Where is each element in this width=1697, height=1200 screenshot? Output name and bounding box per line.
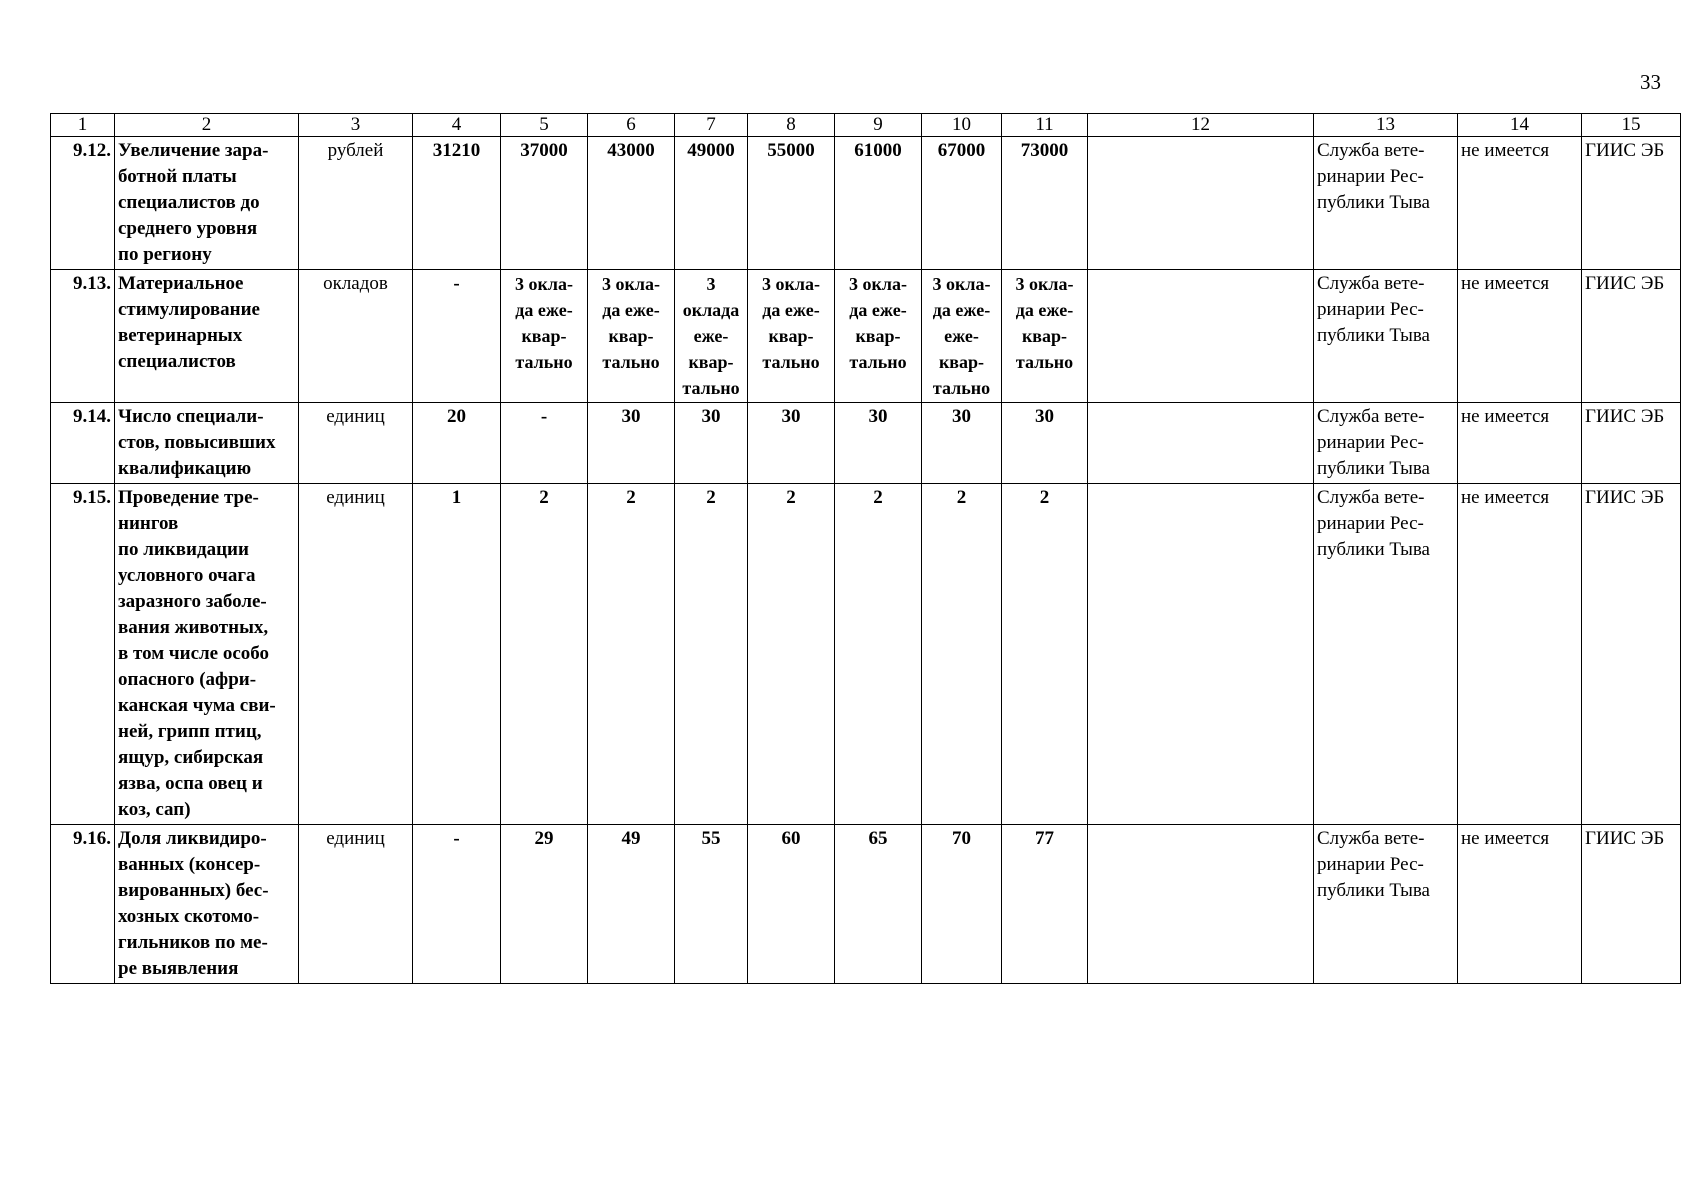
indicator-name-line: ботной платы xyxy=(118,166,237,187)
indicator-name-line: вания животных, xyxy=(118,617,269,638)
indicator-name-line: гильников по ме- xyxy=(118,932,268,953)
value-cell-line: оклада xyxy=(682,300,740,320)
column-numbers-row xyxy=(51,114,1681,137)
indicator-name-line: ре выявления xyxy=(118,958,239,979)
responsible-executor xyxy=(1314,137,1458,270)
value-cell: 2 xyxy=(588,484,675,825)
column-14-cell: не имеется xyxy=(1458,825,1582,984)
column-number: 5 xyxy=(501,114,588,137)
value-cell: 20 xyxy=(413,403,501,484)
unit: единиц xyxy=(299,484,413,825)
indicator-name-line: стимулирование xyxy=(118,299,260,320)
column-15-cell: ГИИС ЭБ xyxy=(1582,137,1681,270)
column-number: 14 xyxy=(1458,114,1582,137)
responsible-executor-line: Служба вете- xyxy=(1317,273,1425,294)
indicator-name-line: вированных) бес- xyxy=(118,880,269,901)
column-number: 2 xyxy=(115,114,299,137)
table-row xyxy=(51,403,1681,484)
row-number: 9.12. xyxy=(51,137,115,270)
value-cell-line: да еже- xyxy=(932,300,991,320)
value-cell: 30 xyxy=(922,403,1002,484)
value-cell-line: тально xyxy=(932,378,991,398)
value-cell-line: 3 окла- xyxy=(1015,274,1074,294)
column-14-cell: не имеется xyxy=(1458,484,1582,825)
column-12-cell xyxy=(1088,825,1314,984)
value-cell-line: квар- xyxy=(768,326,814,346)
unit: единиц xyxy=(299,403,413,484)
value-cell-line: квар- xyxy=(521,326,567,346)
value-cell-line: да еже- xyxy=(515,300,573,320)
indicator-name-line: квалификацию xyxy=(118,458,252,479)
value-cell xyxy=(1002,270,1088,403)
value-cell: 77 xyxy=(1002,825,1088,984)
column-number: 10 xyxy=(922,114,1002,137)
column-number: 11 xyxy=(1002,114,1088,137)
indicator-name-line: среднего уровня xyxy=(118,218,258,239)
value-cell-line: 3 окла- xyxy=(762,274,820,294)
indicator-name-line: Доля ликвидиро- xyxy=(118,828,267,849)
indicator-name-line: Материальное xyxy=(118,273,244,294)
value-cell-line: квар- xyxy=(608,326,654,346)
responsible-executor-line: ринарии Рес- xyxy=(1317,299,1424,320)
column-number: 9 xyxy=(835,114,922,137)
column-15-cell: ГИИС ЭБ xyxy=(1582,403,1681,484)
column-12-cell xyxy=(1088,403,1314,484)
indicator-name-line: язва, оспа овец и xyxy=(118,773,263,794)
value-cell: 29 xyxy=(501,825,588,984)
indicator-name-line: опасного (афри- xyxy=(118,669,257,690)
value-cell-line: да еже- xyxy=(1015,300,1074,320)
column-15-cell: ГИИС ЭБ xyxy=(1582,270,1681,403)
indicator-name-line: Число специали- xyxy=(118,406,264,427)
value-cell: - xyxy=(413,270,501,403)
value-cell-line: тально xyxy=(515,352,573,372)
indicator-name-line: специалистов до xyxy=(118,192,260,213)
table-row xyxy=(51,137,1681,270)
value-cell xyxy=(675,270,748,403)
responsible-executor-line: ринарии Рес- xyxy=(1317,854,1424,875)
indicator-name-line: Проведение тре- xyxy=(118,487,259,508)
column-14-cell: не имеется xyxy=(1458,403,1582,484)
indicator-name-line: ней, грипп птиц, xyxy=(118,721,262,742)
value-cell-line: тально xyxy=(762,352,820,372)
value-cell-line: 3 окла- xyxy=(515,274,573,294)
indicator-name-line: по ликвидации xyxy=(118,539,249,560)
value-cell-line: квар- xyxy=(938,352,985,372)
value-cell: 43000 xyxy=(588,137,675,270)
indicator-name-line: стов, повысивших xyxy=(118,432,276,453)
indicator-name-line: ветеринарных xyxy=(118,325,243,346)
unit: окладов xyxy=(299,270,413,403)
responsible-executor xyxy=(1314,270,1458,403)
value-cell: 2 xyxy=(748,484,835,825)
column-number: 15 xyxy=(1582,114,1681,137)
value-cell-line: 3 окла- xyxy=(602,274,660,294)
row-number: 9.14. xyxy=(51,403,115,484)
value-cell: 2 xyxy=(922,484,1002,825)
indicator-name-line: нингов xyxy=(118,513,179,534)
indicator-name-line: Увеличение зара- xyxy=(118,140,269,161)
value-cell-line: да еже- xyxy=(602,300,660,320)
responsible-executor-line: публики Тыва xyxy=(1317,458,1430,479)
value-cell: 2 xyxy=(501,484,588,825)
value-cell-line: 3 окла- xyxy=(849,274,907,294)
column-number: 8 xyxy=(748,114,835,137)
value-cell: 30 xyxy=(588,403,675,484)
indicator-name-line: хозных скотомо- xyxy=(118,906,260,927)
value-cell: 65 xyxy=(835,825,922,984)
row-number: 9.15. xyxy=(51,484,115,825)
value-cell-line: тально xyxy=(1015,352,1074,372)
value-cell-line: квар- xyxy=(688,352,734,372)
value-cell: 55000 xyxy=(748,137,835,270)
value-cell: 30 xyxy=(835,403,922,484)
column-number: 7 xyxy=(675,114,748,137)
responsible-executor-line: публики Тыва xyxy=(1317,192,1430,213)
responsible-executor-line: ринарии Рес- xyxy=(1317,513,1424,534)
value-cell: - xyxy=(501,403,588,484)
value-cell: 2 xyxy=(675,484,748,825)
value-cell-line: 3 xyxy=(706,274,716,294)
responsible-executor xyxy=(1314,403,1458,484)
column-14-cell: не имеется xyxy=(1458,137,1582,270)
unit: рублей xyxy=(299,137,413,270)
value-cell: - xyxy=(413,825,501,984)
column-15-cell: ГИИС ЭБ xyxy=(1582,484,1681,825)
responsible-executor-line: Служба вете- xyxy=(1317,140,1425,161)
value-cell-line: еже- xyxy=(693,326,729,346)
value-cell-line: 3 окла- xyxy=(932,274,991,294)
indicator-name-line: ванных (консер- xyxy=(118,854,261,875)
indicator-name xyxy=(115,484,299,825)
unit: единиц xyxy=(299,825,413,984)
column-12-cell xyxy=(1088,484,1314,825)
responsible-executor-line: Служба вете- xyxy=(1317,406,1425,427)
value-cell: 2 xyxy=(1002,484,1088,825)
value-cell: 49000 xyxy=(675,137,748,270)
indicator-name-line: условного очага xyxy=(118,565,256,586)
value-cell-line: да еже- xyxy=(849,300,907,320)
column-12-cell xyxy=(1088,137,1314,270)
indicator-name xyxy=(115,825,299,984)
indicator-name xyxy=(115,270,299,403)
value-cell: 30 xyxy=(675,403,748,484)
indicator-name-line: заразного заболе- xyxy=(118,591,267,612)
table-row xyxy=(51,825,1681,984)
value-cell-line: квар- xyxy=(1021,326,1068,346)
indicator-name-line: ящур, сибирская xyxy=(118,747,264,768)
indicator-name xyxy=(115,403,299,484)
column-number: 6 xyxy=(588,114,675,137)
column-number: 12 xyxy=(1088,114,1314,137)
table-row xyxy=(51,484,1681,825)
indicator-name-line: в том числе особо xyxy=(118,643,270,664)
value-cell: 1 xyxy=(413,484,501,825)
value-cell xyxy=(835,270,922,403)
value-cell: 37000 xyxy=(501,137,588,270)
value-cell-line: да еже- xyxy=(762,300,820,320)
value-cell-line: тально xyxy=(682,378,740,398)
value-cell: 67000 xyxy=(922,137,1002,270)
value-cell-line: тально xyxy=(602,352,660,372)
indicator-name-line: специалистов xyxy=(118,351,236,372)
value-cell: 61000 xyxy=(835,137,922,270)
responsible-executor xyxy=(1314,825,1458,984)
value-cell xyxy=(501,270,588,403)
responsible-executor-line: публики Тыва xyxy=(1317,539,1430,560)
value-cell xyxy=(588,270,675,403)
responsible-executor-line: публики Тыва xyxy=(1317,325,1430,346)
indicator-name-line: коз, сап) xyxy=(118,799,191,820)
responsible-executor-line: публики Тыва xyxy=(1317,880,1430,901)
column-number: 13 xyxy=(1314,114,1458,137)
indicators-table xyxy=(50,113,1681,984)
column-number: 3 xyxy=(299,114,413,137)
column-12-cell xyxy=(1088,270,1314,403)
row-number: 9.16. xyxy=(51,825,115,984)
value-cell: 73000 xyxy=(1002,137,1088,270)
column-number: 4 xyxy=(413,114,501,137)
value-cell: 30 xyxy=(748,403,835,484)
value-cell: 60 xyxy=(748,825,835,984)
indicator-name-line: канская чума сви- xyxy=(118,695,276,716)
page-number: 33 xyxy=(1640,70,1661,94)
row-number: 9.13. xyxy=(51,270,115,403)
indicator-name-line: по региону xyxy=(118,244,212,265)
responsible-executor-line: ринарии Рес- xyxy=(1317,432,1424,453)
value-cell: 2 xyxy=(835,484,922,825)
value-cell xyxy=(922,270,1002,403)
responsible-executor xyxy=(1314,484,1458,825)
column-14-cell: не имеется xyxy=(1458,270,1582,403)
value-cell-line: тально xyxy=(849,352,907,372)
indicator-name xyxy=(115,137,299,270)
value-cell-line: квар- xyxy=(855,326,901,346)
value-cell: 30 xyxy=(1002,403,1088,484)
value-cell: 70 xyxy=(922,825,1002,984)
value-cell: 55 xyxy=(675,825,748,984)
column-15-cell: ГИИС ЭБ xyxy=(1582,825,1681,984)
value-cell-line: еже- xyxy=(944,326,979,346)
value-cell: 31210 xyxy=(413,137,501,270)
value-cell xyxy=(748,270,835,403)
value-cell: 49 xyxy=(588,825,675,984)
table-row xyxy=(51,270,1681,403)
responsible-executor-line: Служба вете- xyxy=(1317,828,1425,849)
responsible-executor-line: Служба вете- xyxy=(1317,487,1425,508)
column-number: 1 xyxy=(51,114,115,137)
responsible-executor-line: ринарии Рес- xyxy=(1317,166,1424,187)
